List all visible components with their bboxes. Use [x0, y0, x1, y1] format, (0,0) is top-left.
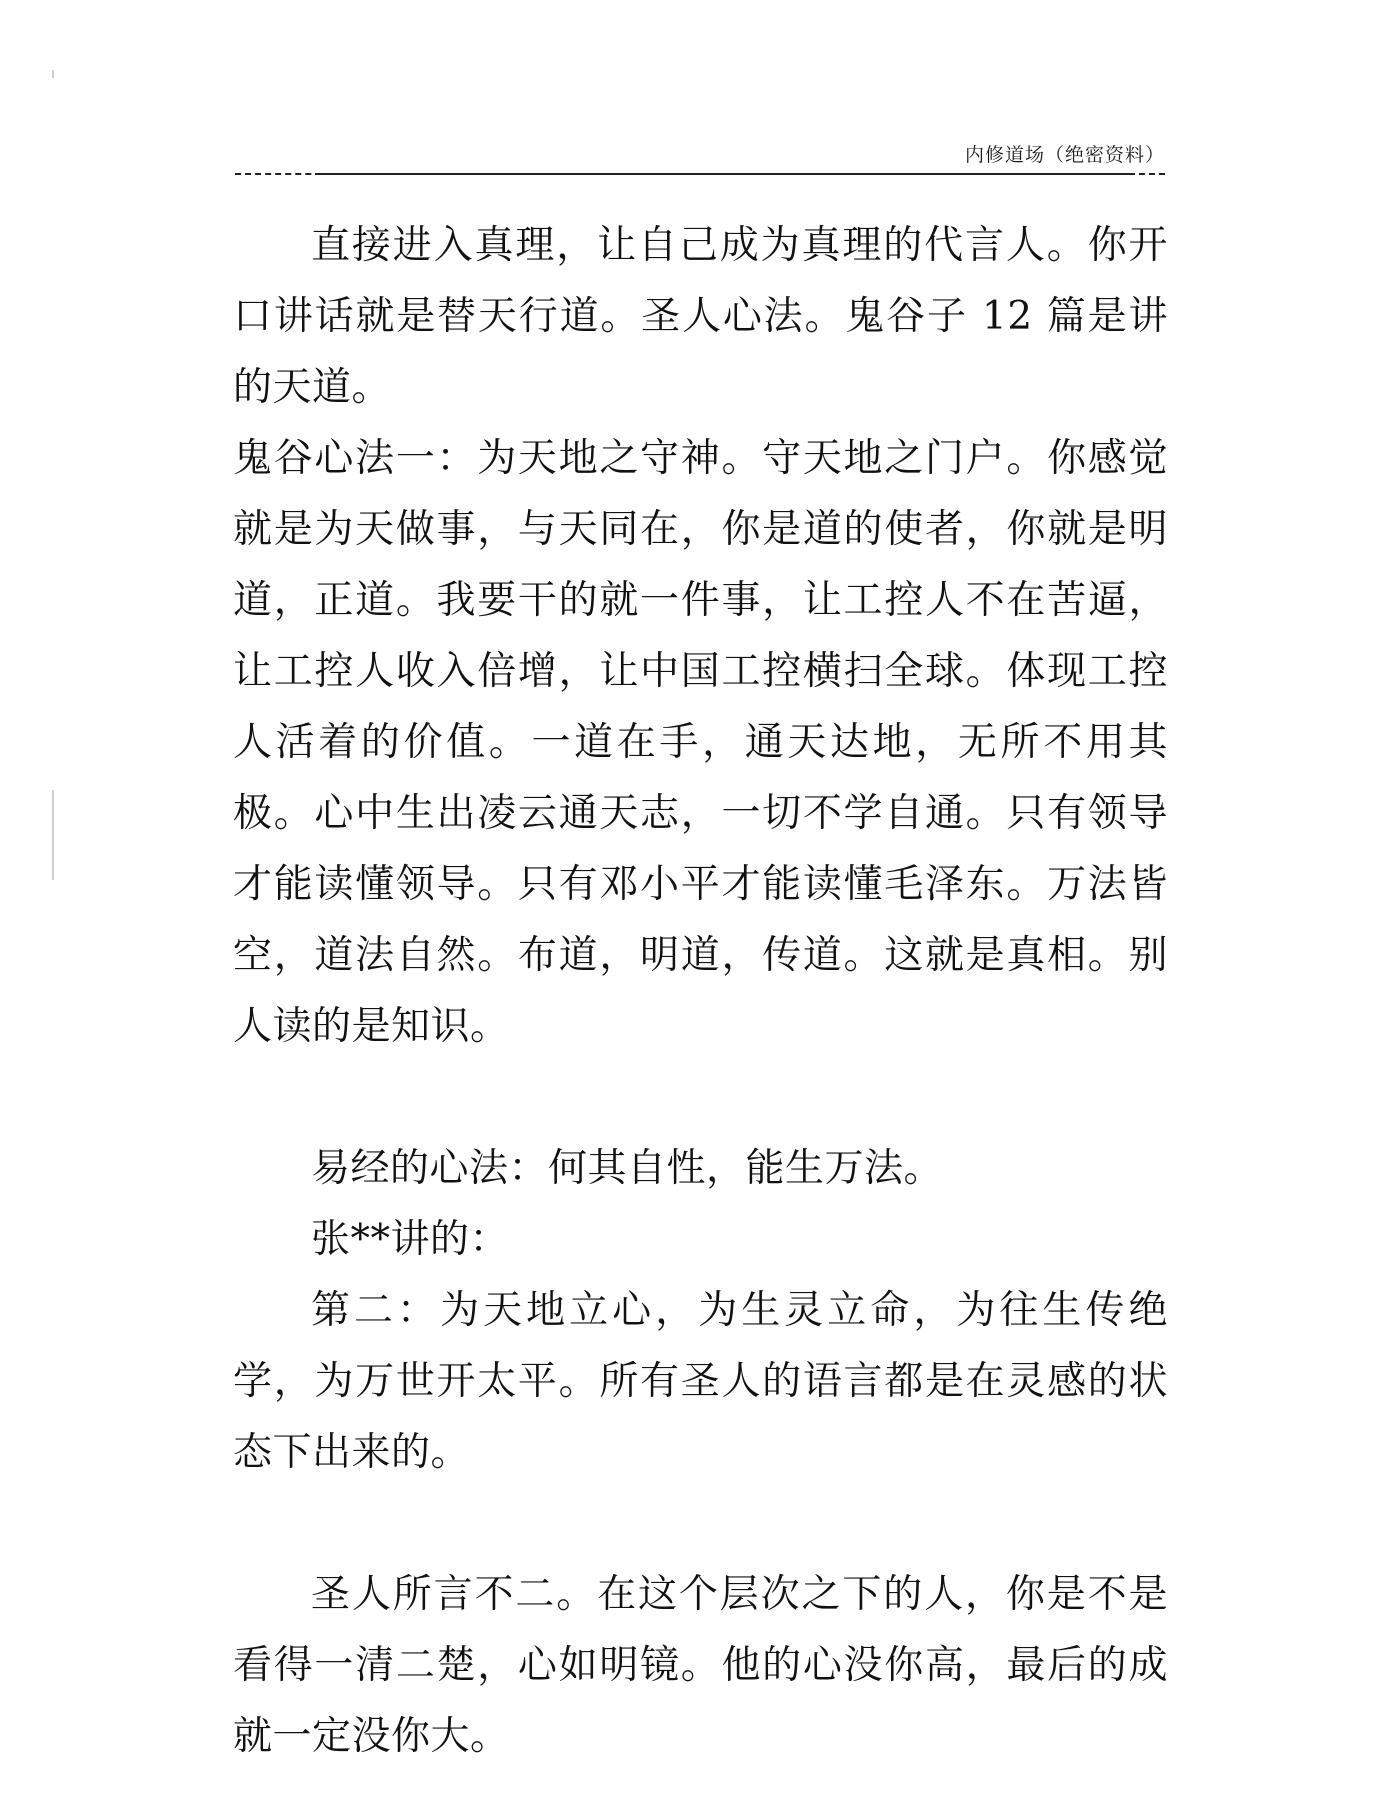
paragraph: 张**讲的：	[311, 1217, 510, 1262]
scan-mark	[52, 70, 54, 78]
scan-mark	[52, 790, 54, 880]
header-title: 内修道场（绝密资料）	[964, 144, 1165, 166]
header-rule-solid	[315, 173, 1135, 175]
paragraph-gap	[233, 1488, 1168, 1559]
page-header	[235, 140, 1165, 180]
paragraph-gap	[233, 1062, 1168, 1133]
paragraph: 鬼谷心法一：为天地之守神。守天地之门户。你感觉就是为天做事，与天同在，你是道的使者，你就是明道，正道。我要干的就一件事，让工控人不在苦逼，让工控人收入倍增，让中国工控横扫全球。体现工控人活着的价值。一道在手，通天达地，无所不用其极。心中生出凌云通天志，一切不学自通。只有领导才能读懂领导。只有邓小平才能读懂毛泽东。万法皆空，道法自然。布道，明道，传道。这就是真相。别人读的是知识。	[233, 436, 1168, 1049]
paragraph: 圣人所言不二。在这个层次之下的人，你是不是看得一清二楚，心如明镜。他的心没你高，最后的成就一定没你大。	[233, 1572, 1168, 1759]
paragraph: 第二：为天地立心，为生灵立命，为往生传绝学，为万世开太平。所有圣人的语言都是在灵感的状态下出来的。	[233, 1288, 1168, 1475]
body-text	[233, 210, 1168, 1772]
paragraph: 易经的心法：何其自性，能生万法。	[311, 1146, 944, 1191]
paragraph: 直接进入真理，让自己成为真理的代言人。你开口讲话就是替天行道。圣人心法。鬼谷子 12 篇是讲的天道。	[233, 223, 1168, 410]
